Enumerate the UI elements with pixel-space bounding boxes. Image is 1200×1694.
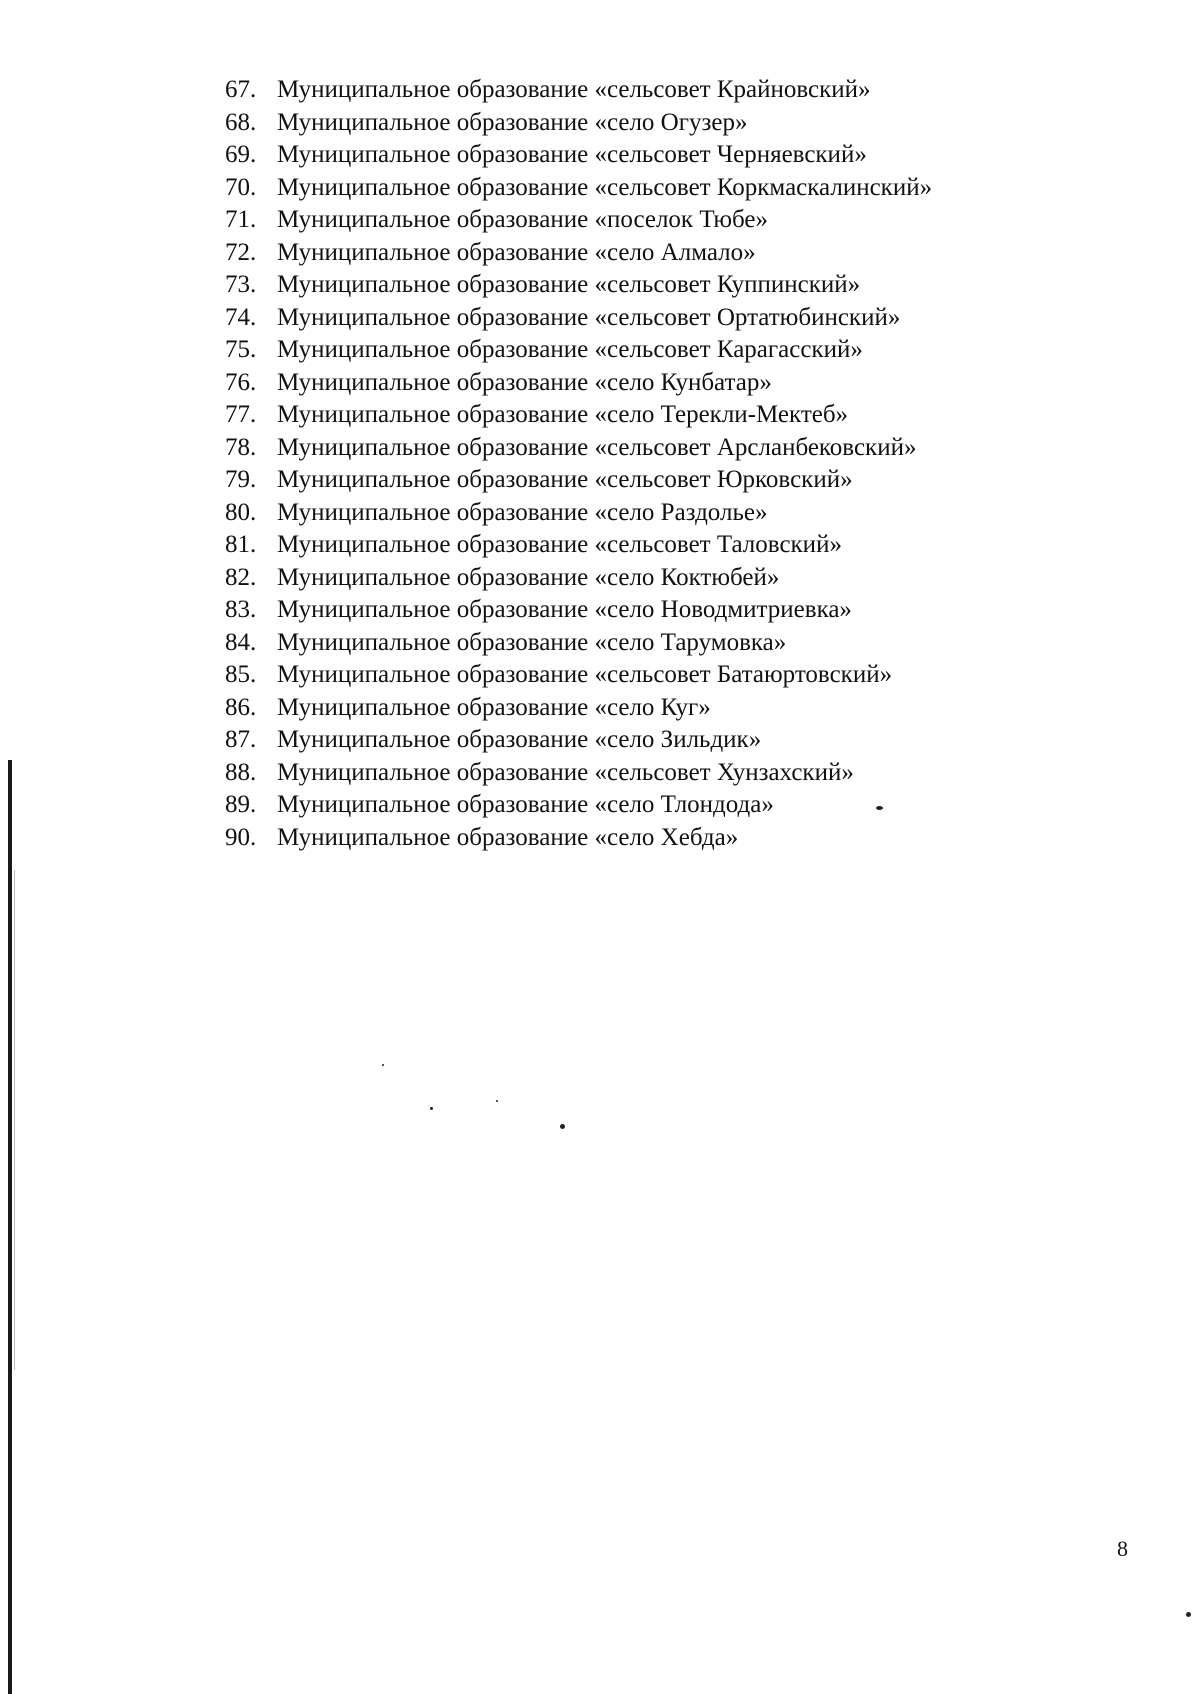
item-number: 81.	[225, 531, 257, 558]
item-text: Муниципальное образование «сельсовет Хунзахский»	[277, 758, 854, 786]
scan-speck	[560, 1124, 565, 1129]
item-text: Муниципальное образование «сельсовет Черняевский»	[277, 141, 867, 168]
item-number: 87.	[225, 726, 257, 753]
item-number: 69.	[225, 141, 257, 168]
item-number: 86.	[225, 693, 257, 721]
item-text: Муниципальное образование «сельсовет Ортатюбинский»	[277, 303, 901, 331]
item-text: Муниципальное образование «село Кунбатар»	[277, 368, 772, 396]
item-text: Муниципальное образование «село Терекли-Мектеб»	[277, 401, 849, 428]
list-item	[225, 269, 932, 302]
list-item	[225, 789, 932, 822]
item-number: 77.	[225, 401, 257, 428]
item-text: Муниципальное образование «сельсовет Коркмаскалинский»	[277, 173, 933, 201]
list-item	[225, 139, 932, 172]
list-item	[225, 562, 932, 595]
list-item	[225, 529, 932, 562]
list-item	[225, 464, 932, 497]
item-text: Муниципальное образование «село Огузер»	[277, 108, 748, 136]
list-item	[225, 334, 932, 367]
item-number: 79.	[225, 466, 257, 493]
list-item	[225, 172, 932, 205]
item-text: Муниципальное образование «сельсовет Юрковский»	[277, 466, 853, 493]
page-number: 8	[1117, 1536, 1128, 1561]
scan-speck	[876, 806, 883, 810]
list-item	[225, 724, 932, 757]
scan-speck	[496, 1100, 498, 1102]
item-number: 71.	[225, 206, 257, 233]
list-item	[225, 594, 932, 627]
list-item	[225, 204, 932, 237]
list-item	[225, 237, 932, 270]
item-text: Муниципальное образование «село Тарумовка»	[277, 628, 787, 656]
municipality-list	[225, 74, 932, 854]
item-text: Муниципальное образование «село Коктюбей»	[277, 563, 780, 591]
list-item	[225, 367, 932, 400]
item-text: Муниципальное образование «село Новодмитриевка»	[277, 596, 852, 623]
scan-binding-edge	[8, 760, 12, 1694]
item-text: Муниципальное образование «сельсовет Таловский»	[277, 531, 842, 558]
item-number: 85.	[225, 661, 257, 688]
item-text: Муниципальное образование «сельсовет Крайновский»	[277, 76, 871, 103]
item-number: 70.	[225, 173, 257, 201]
item-text: Муниципальное образование «село Тлондода»	[277, 791, 774, 818]
item-number: 88.	[225, 758, 257, 786]
list-item	[225, 822, 932, 855]
item-number: 76.	[225, 368, 257, 396]
item-text: Муниципальное образование «сельсовет Карагасский»	[277, 336, 863, 363]
item-number: 67.	[225, 76, 257, 103]
list-item	[225, 627, 932, 660]
scan-edge-line	[14, 870, 15, 1370]
list-item	[225, 659, 932, 692]
item-number: 74.	[225, 303, 257, 331]
scan-speck	[430, 1107, 433, 1110]
item-number: 89.	[225, 791, 257, 818]
list-item	[225, 757, 932, 790]
item-text: Муниципальное образование «сельсовет Арсланбековский»	[277, 433, 917, 461]
item-text: Муниципальное образование «село Раздолье»	[277, 498, 768, 526]
item-number: 78.	[225, 433, 257, 461]
scan-speck	[382, 1064, 384, 1066]
item-text: Муниципальное образование «село Зильдик»	[277, 726, 762, 753]
list-item	[225, 302, 932, 335]
list-item	[225, 74, 932, 107]
item-text: Муниципальное образование «село Алмало»	[277, 238, 756, 266]
item-text: Муниципальное образование «село Куг»	[277, 693, 711, 721]
item-number: 75.	[225, 336, 257, 363]
item-number: 73.	[225, 271, 257, 298]
item-number: 84.	[225, 628, 257, 656]
item-text: Муниципальное образование «сельсовет Батаюртовский»	[277, 661, 893, 688]
list-item	[225, 692, 932, 725]
item-number: 82.	[225, 563, 257, 591]
item-text: Муниципальное образование «село Хебда»	[277, 823, 739, 851]
item-text: Муниципальное образование «сельсовет Куппинский»	[277, 271, 861, 298]
item-number: 83.	[225, 596, 257, 623]
item-number: 68.	[225, 108, 257, 136]
item-number: 72.	[225, 238, 257, 266]
item-number: 90.	[225, 823, 257, 851]
list-item	[225, 399, 932, 432]
list-item	[225, 497, 932, 530]
item-text: Муниципальное образование «поселок Тюбе»	[277, 206, 769, 233]
list-item	[225, 107, 932, 140]
item-number: 80.	[225, 498, 257, 526]
scan-speck	[1186, 1612, 1191, 1617]
list-item	[225, 432, 932, 465]
